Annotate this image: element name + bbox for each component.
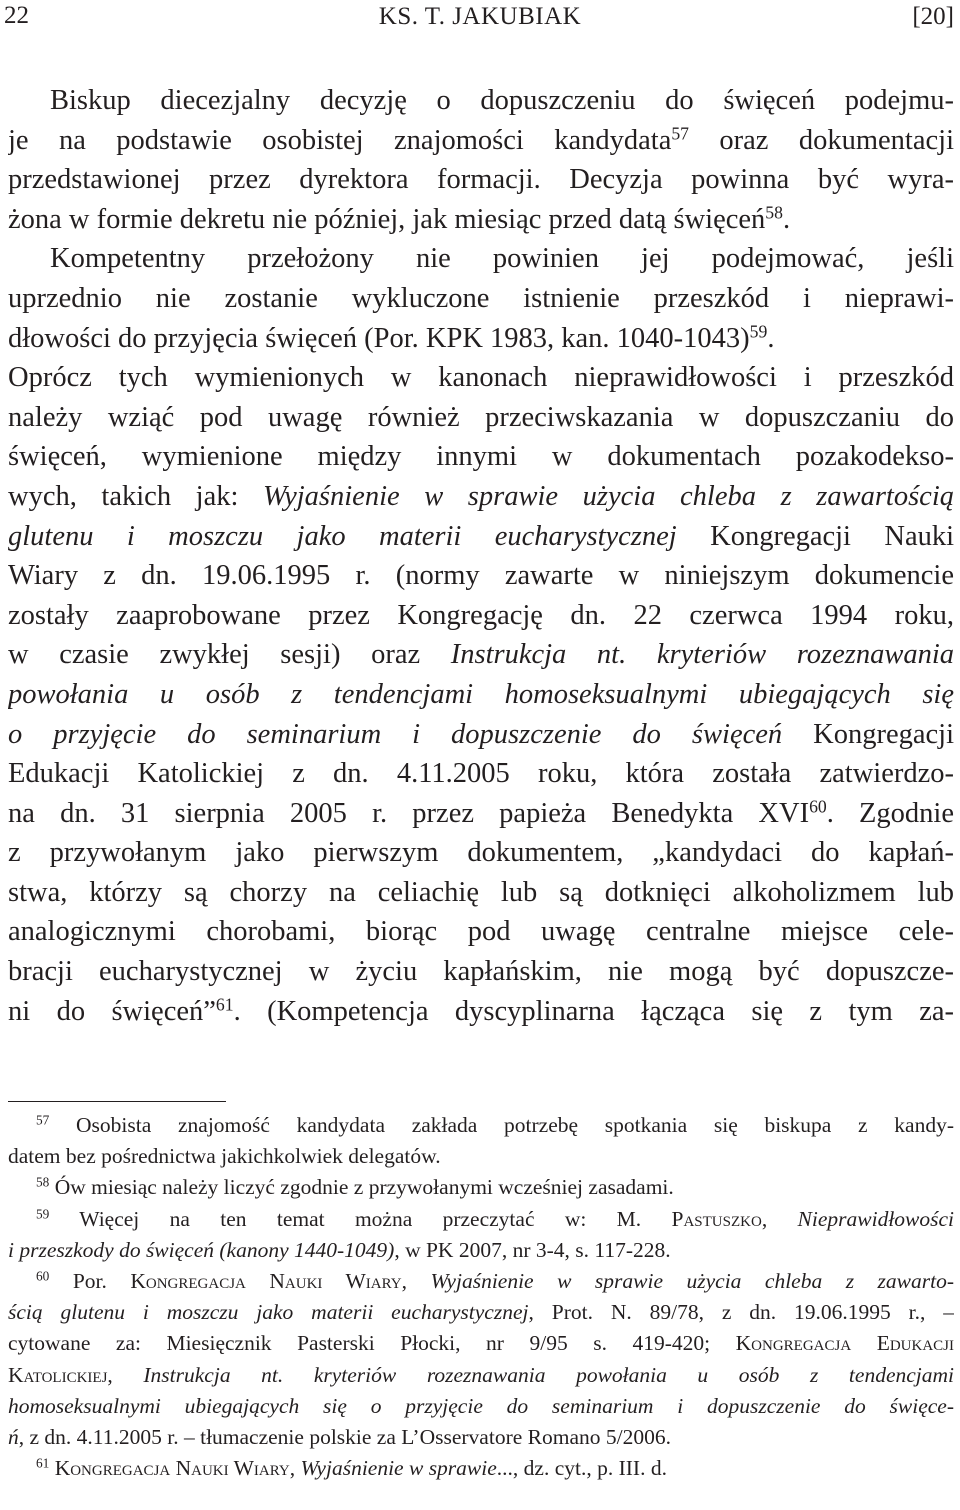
footnote-61	[8, 1453, 954, 1484]
footnote-text: ..., dz. cyt., p. III. d.	[496, 1456, 667, 1481]
footnote-57-cont	[8, 1141, 954, 1172]
document-title-italic: powołania u osób z tendencjami homoseksualnymi ubiegających się	[8, 678, 954, 710]
page-number: 22	[4, 2, 29, 29]
footnotes	[8, 1110, 954, 1484]
author-name: Katolickiej	[8, 1362, 108, 1387]
footnote-number: 59	[36, 1206, 50, 1222]
text-line	[8, 833, 954, 873]
text-line	[8, 121, 954, 161]
text-line	[8, 279, 954, 319]
footnote-text: ,	[289, 1456, 301, 1481]
text-run: ni do święceń”	[8, 995, 216, 1027]
text-line	[8, 398, 954, 438]
footnote-60	[8, 1266, 954, 1297]
work-title-italic: Instrukcja nt. kryteriów rozeznawania powołania u osób z tendencjami	[143, 1362, 954, 1387]
text-run: stwa, którzy są chorzy na celiachię lub są dotknięci alkoholizmem lub	[8, 876, 954, 908]
text-run: .	[767, 322, 775, 354]
work-title-italic: Nieprawidłowości	[797, 1206, 954, 1231]
footnote-text: Osobista znajomość kandydata zakłada potrzebę spotkania się biskupa z kandy-	[49, 1113, 954, 1137]
text-run: uprzednio nie zostanie wykluczone istnienie przeszkód i nieprawi-	[8, 282, 954, 314]
text-line	[8, 319, 954, 359]
footnote-text: Więcej na ten temat można przeczytać w: M.	[49, 1206, 672, 1231]
text-line	[8, 715, 954, 755]
footnote-60-cont	[8, 1422, 954, 1453]
footnote-text: ,	[107, 1362, 144, 1387]
text-run: święceń, wymienione między innymi w dokumentach pozakodekso-	[8, 441, 954, 473]
footnote-text: cytowane za: Miesięcznik Pasterski Płocki, nr 9/95 s. 419-420;	[8, 1331, 736, 1356]
text-line	[8, 200, 954, 240]
text-run: Kompetentny przełożony nie powinien jej podejmować, jeśli	[50, 243, 954, 275]
footnote-text: , z dn. 4.11.2005 r. – tłumaczenie polskie za L’Osservatore Romano 5/2006.	[18, 1424, 671, 1449]
text-line	[8, 754, 954, 794]
text-run: . Zgodnie	[826, 797, 954, 829]
footnote-text: , Prot. N. 89/78, z dn. 19.06.1995 r., –	[528, 1300, 954, 1325]
text-line	[8, 794, 954, 834]
footnote-ref-57[interactable]: 57	[671, 122, 689, 143]
text-run: Biskup diecezjalny decyzję o dopuszczeniu do święceń podejmu-	[50, 85, 954, 116]
text-run: . (Kompetencja dyscyplinarna łącząca się z tym za-	[233, 995, 954, 1027]
text-run: bracji eucharystycznej w życiu kapłańskim, nie mogą być dopuszcze-	[8, 956, 954, 988]
text-run: dłowości do przyjęcia święceń (Por. KPK 1983, kan. 1040-1043)	[8, 322, 750, 354]
footnote-ref-60[interactable]: 60	[809, 795, 827, 816]
footnote-text: , w PK 2007, nr 3-4, s. 117-228.	[394, 1237, 671, 1262]
work-title-italic: i przeszkody do święceń (kanony 1440-1049)	[8, 1237, 395, 1262]
footnote-59-cont	[8, 1235, 954, 1266]
footnote-text: Ów miesiąc należy liczyć zgodnie z przywołanymi wcześniej zasadami.	[49, 1175, 674, 1200]
text-run: zostały zaaprobowane przez Kongregację dn. 22 czerwca 1994 roku,	[8, 599, 954, 631]
author-name: Kongregacja Nauki Wiary	[130, 1268, 402, 1293]
footnote-58	[8, 1172, 954, 1203]
footnote-number: 60	[36, 1268, 50, 1284]
footnote-57	[8, 1110, 954, 1141]
text-line	[8, 912, 954, 952]
work-title-italic: homoseksualnymi ubiegających się o przyjęcie do seminarium i dopuszczenie do święce-	[8, 1393, 954, 1418]
main-text	[8, 81, 954, 1031]
text-run: Kongregacji Nauki	[676, 520, 954, 552]
text-run: .	[782, 203, 791, 235]
text-line	[8, 556, 954, 596]
text-run: Oprócz tych wymienionych w kanonach nieprawidłowości i przeszkód	[8, 362, 954, 394]
text-run: oraz dokumentacji	[689, 124, 954, 156]
text-run: Wiary z dn. 19.06.1995 r. (normy zawarte w niniejszym dokumencie	[8, 560, 954, 592]
footnote-ref-58[interactable]: 58	[765, 202, 783, 223]
footnote-ref-61[interactable]: 61	[215, 993, 234, 1014]
text-line	[8, 952, 954, 992]
text-line	[8, 992, 954, 1032]
footnote-60-cont	[8, 1328, 954, 1359]
text-line	[8, 358, 954, 398]
footnote-number: 58	[36, 1175, 50, 1191]
text-line	[8, 477, 954, 517]
footnote-text: datem bez pośrednictwa jakichkolwiek delegatów.	[8, 1144, 441, 1169]
text-run: w czasie zwykłej sesji) oraz	[8, 639, 451, 671]
footnote-60-cont	[8, 1391, 954, 1422]
footnote-text: Por.	[49, 1268, 131, 1293]
text-run: wych, takich jak:	[8, 480, 263, 512]
running-head: KS. T. JAKUBIAK	[378, 3, 582, 30]
work-title-italic: ścią glutenu i moszczu jako materii eucharystycznej	[8, 1300, 529, 1325]
document-title-italic: glutenu i moszczu jako materii eucharystycznej	[8, 520, 677, 552]
work-title-italic: ń	[8, 1424, 19, 1449]
document-title-italic: Wyjaśnienie w sprawie użycia chleba z zawartością	[262, 480, 954, 512]
footnote-number: 57	[36, 1112, 50, 1128]
page-label: [20]	[912, 3, 954, 30]
text-run: należy wziąć pod uwagę również przeciwskazania w dopuszczaniu do	[8, 401, 954, 433]
text-line	[8, 437, 954, 477]
author-name: Kongregacja Edukacji	[735, 1331, 954, 1356]
footnote-60-cont	[8, 1297, 954, 1328]
text-line	[8, 635, 954, 675]
footnote-ref-59[interactable]: 59	[749, 320, 768, 341]
text-line	[8, 160, 954, 200]
footnote-text: ,	[761, 1206, 798, 1231]
text-line	[8, 239, 954, 279]
document-title-italic: o przyjęcie do seminarium i dopuszczenie do święceń	[8, 718, 783, 750]
footnote-text: ,	[401, 1268, 431, 1293]
footnote-separator	[8, 1101, 226, 1102]
page-header	[0, 0, 960, 40]
work-title-italic: Wyjaśnienie w sprawie użycia chleba z zawarto-	[430, 1268, 954, 1293]
text-run: Edukacji Katolickiej z dn. 4.11.2005 roku, która została zatwierdzo-	[8, 758, 954, 790]
text-run: na dn. 31 sierpnia 2005 r. przez papieża Benedykta XVI	[8, 797, 810, 829]
footnote-59	[8, 1204, 954, 1235]
text-run: Kongregacji	[782, 718, 954, 750]
author-name: Pastuszko	[671, 1206, 762, 1231]
text-line	[8, 81, 954, 121]
text-run: je na podstawie osobistej znajomości kandydata	[8, 124, 672, 156]
text-line	[8, 517, 954, 557]
author-name: Kongregacja Nauki Wiary	[54, 1456, 290, 1481]
work-title-italic: Wyjaśnienie w sprawie	[300, 1456, 497, 1481]
text-line	[8, 675, 954, 715]
text-run: z przywołanym jako pierwszym dokumentem, „kandydaci do kapłań-	[8, 837, 954, 869]
footnote-number: 61	[36, 1455, 50, 1471]
text-line	[8, 873, 954, 913]
document-title-italic: Instrukcja nt. kryteriów rozeznawania	[450, 639, 954, 671]
text-line	[8, 596, 954, 636]
text-run: przedstawionej przez dyrektora formacji. Decyzja powinna być wyra-	[8, 164, 954, 196]
text-run: żona w formie dekretu nie później, jak miesiąc przed datą święceń	[8, 203, 766, 235]
footnote-60-cont	[8, 1360, 954, 1391]
text-run: analogicznymi chorobami, biorąc pod uwagę centralne miejsce cele-	[8, 916, 954, 948]
